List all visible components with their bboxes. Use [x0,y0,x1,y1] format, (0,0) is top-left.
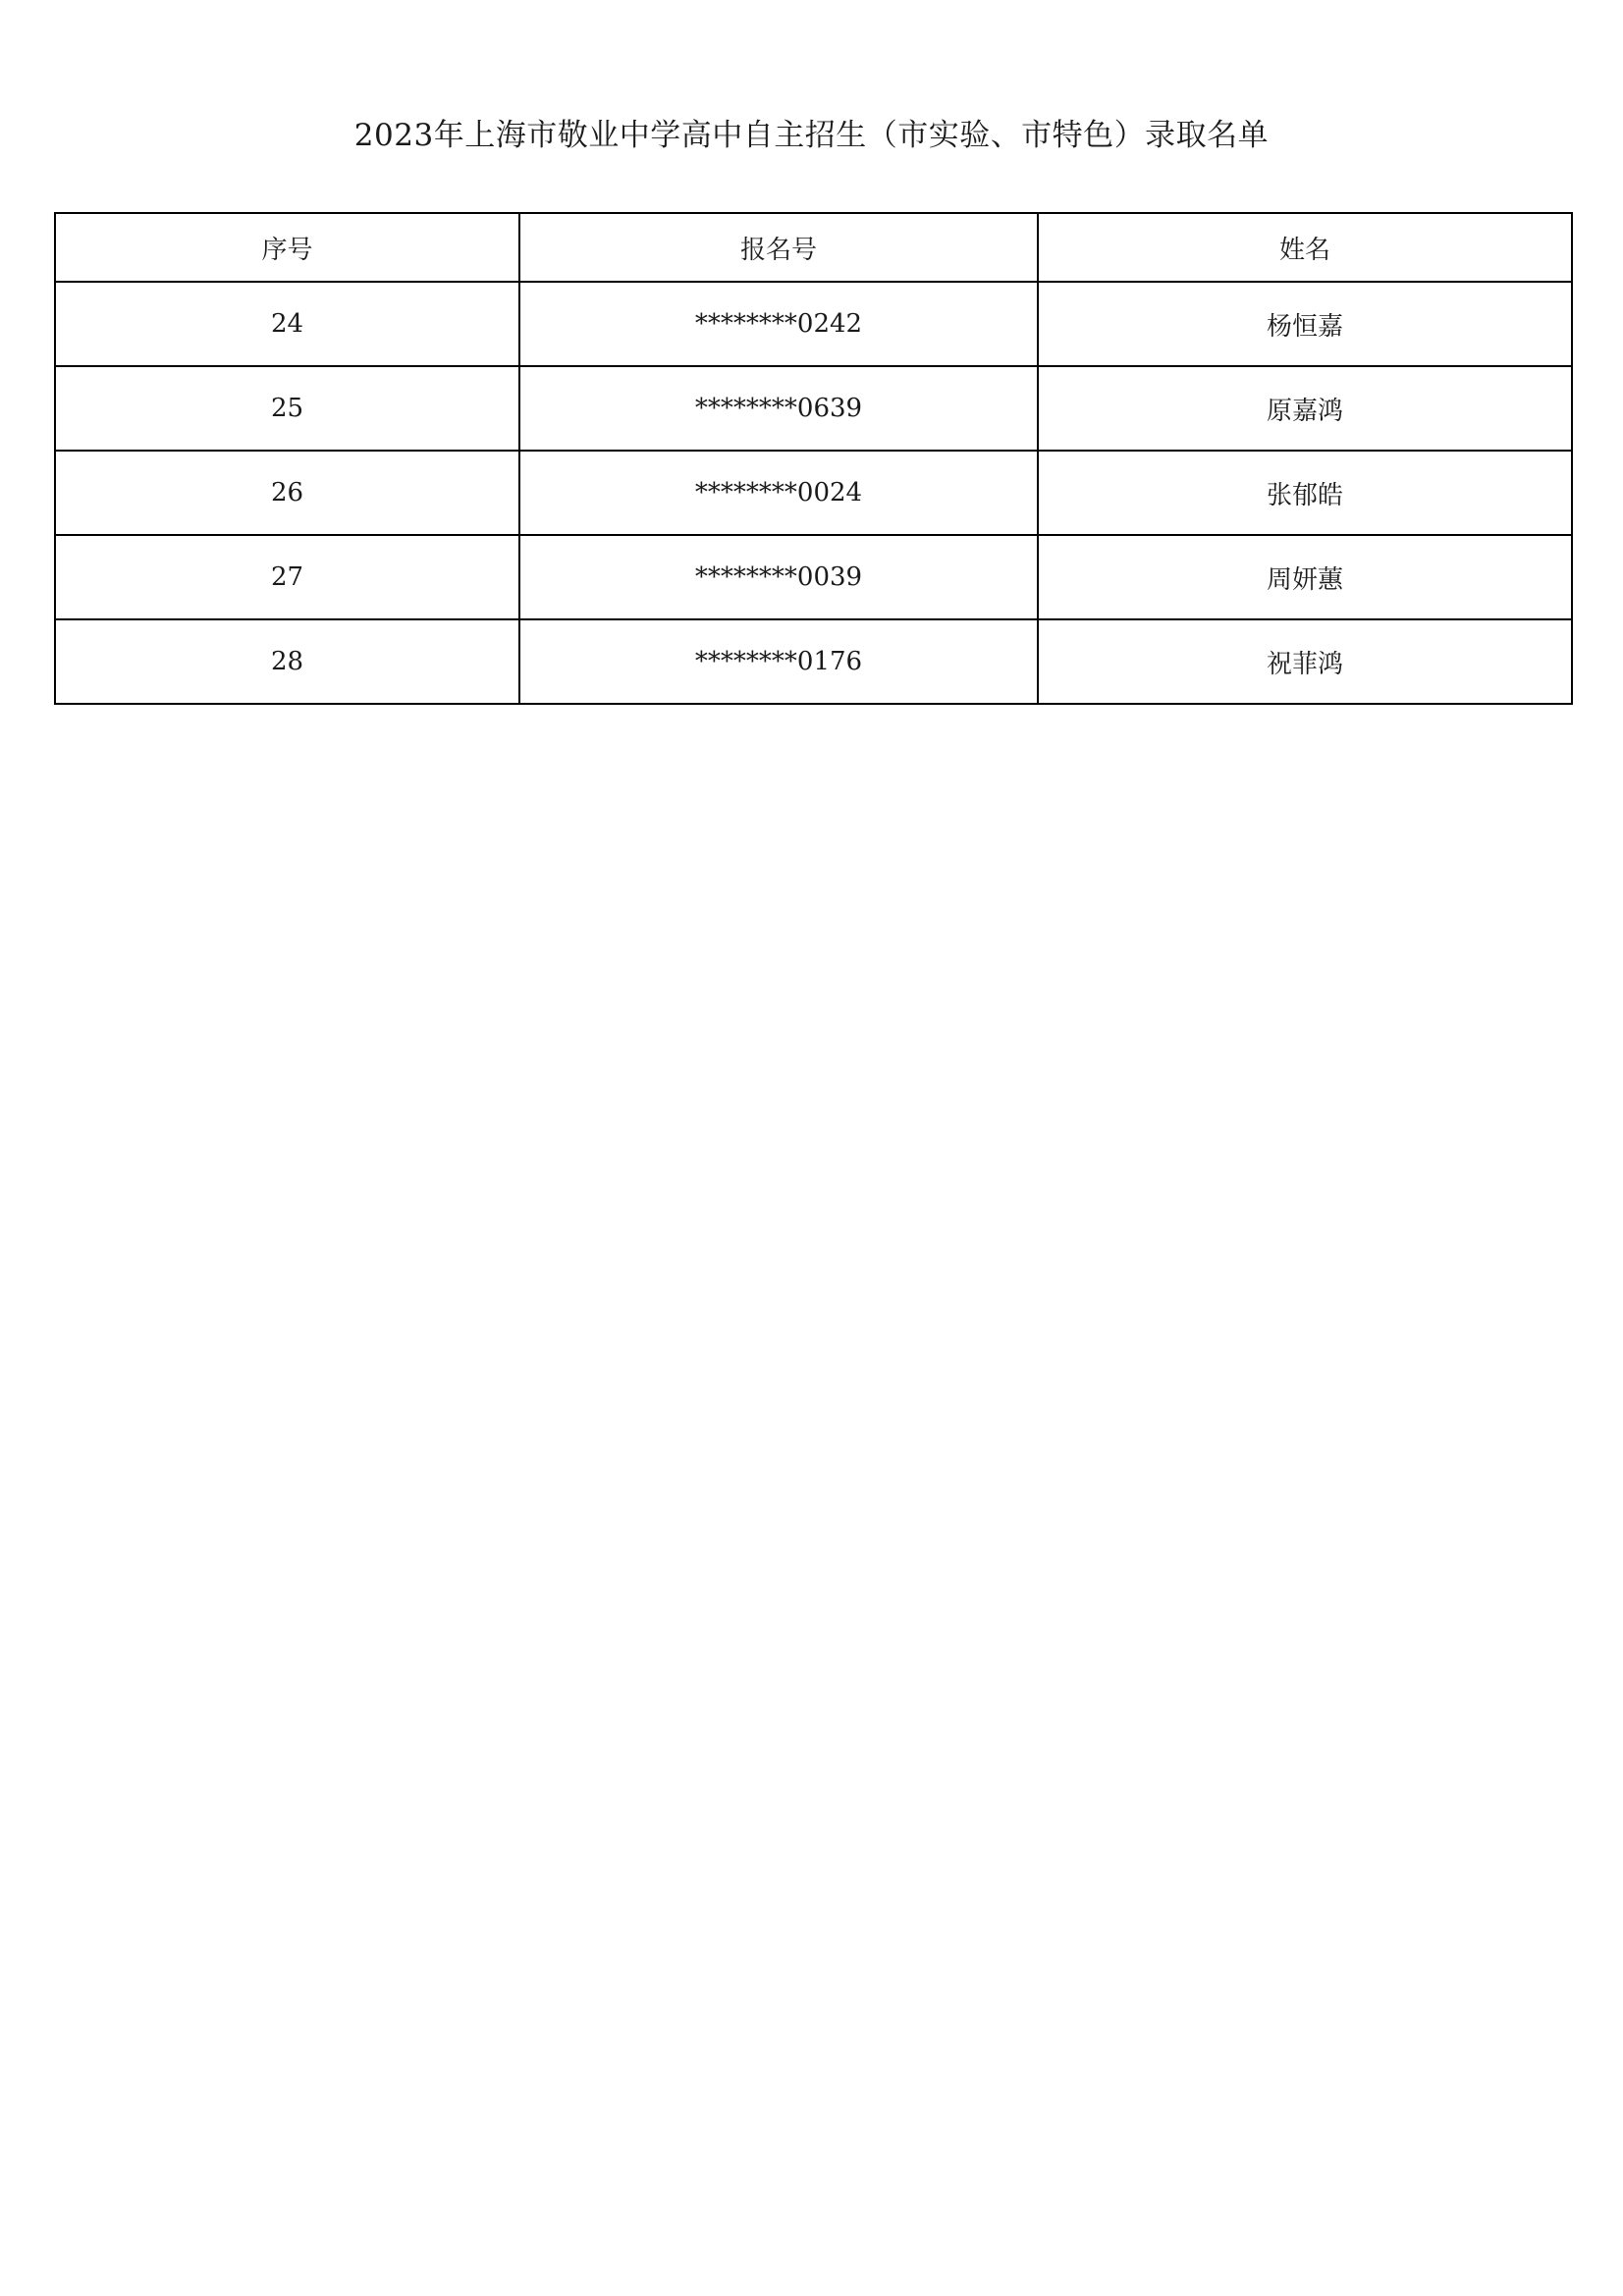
table-row [55,619,1572,704]
cell-reg-no: ********0024 [519,451,1038,535]
table-row [55,535,1572,619]
cell-seq: 26 [55,451,519,535]
cell-seq: 25 [55,366,519,451]
cell-name: 张郁皓 [1038,451,1572,535]
header-name: 姓名 [1038,213,1572,282]
cell-name: 祝菲鸿 [1038,619,1572,704]
cell-name: 杨恒嘉 [1038,282,1572,366]
cell-name: 周妍蕙 [1038,535,1572,619]
table-row [55,451,1572,535]
table-row [55,366,1572,451]
admission-list-table [54,212,1573,705]
header-seq: 序号 [55,213,519,282]
header-reg-no: 报名号 [519,213,1038,282]
cell-reg-no: ********0242 [519,282,1038,366]
cell-seq: 27 [55,535,519,619]
cell-seq: 24 [55,282,519,366]
page-title: 2023年上海市敬业中学高中自主招生（市实验、市特色）录取名单 [353,118,1270,153]
cell-reg-no: ********0039 [519,535,1038,619]
cell-name: 原嘉鸿 [1038,366,1572,451]
cell-reg-no: ********0176 [519,619,1038,704]
cell-seq: 28 [55,619,519,704]
cell-reg-no: ********0639 [519,366,1038,451]
table-row [55,282,1572,366]
table-header-row [55,213,1572,282]
